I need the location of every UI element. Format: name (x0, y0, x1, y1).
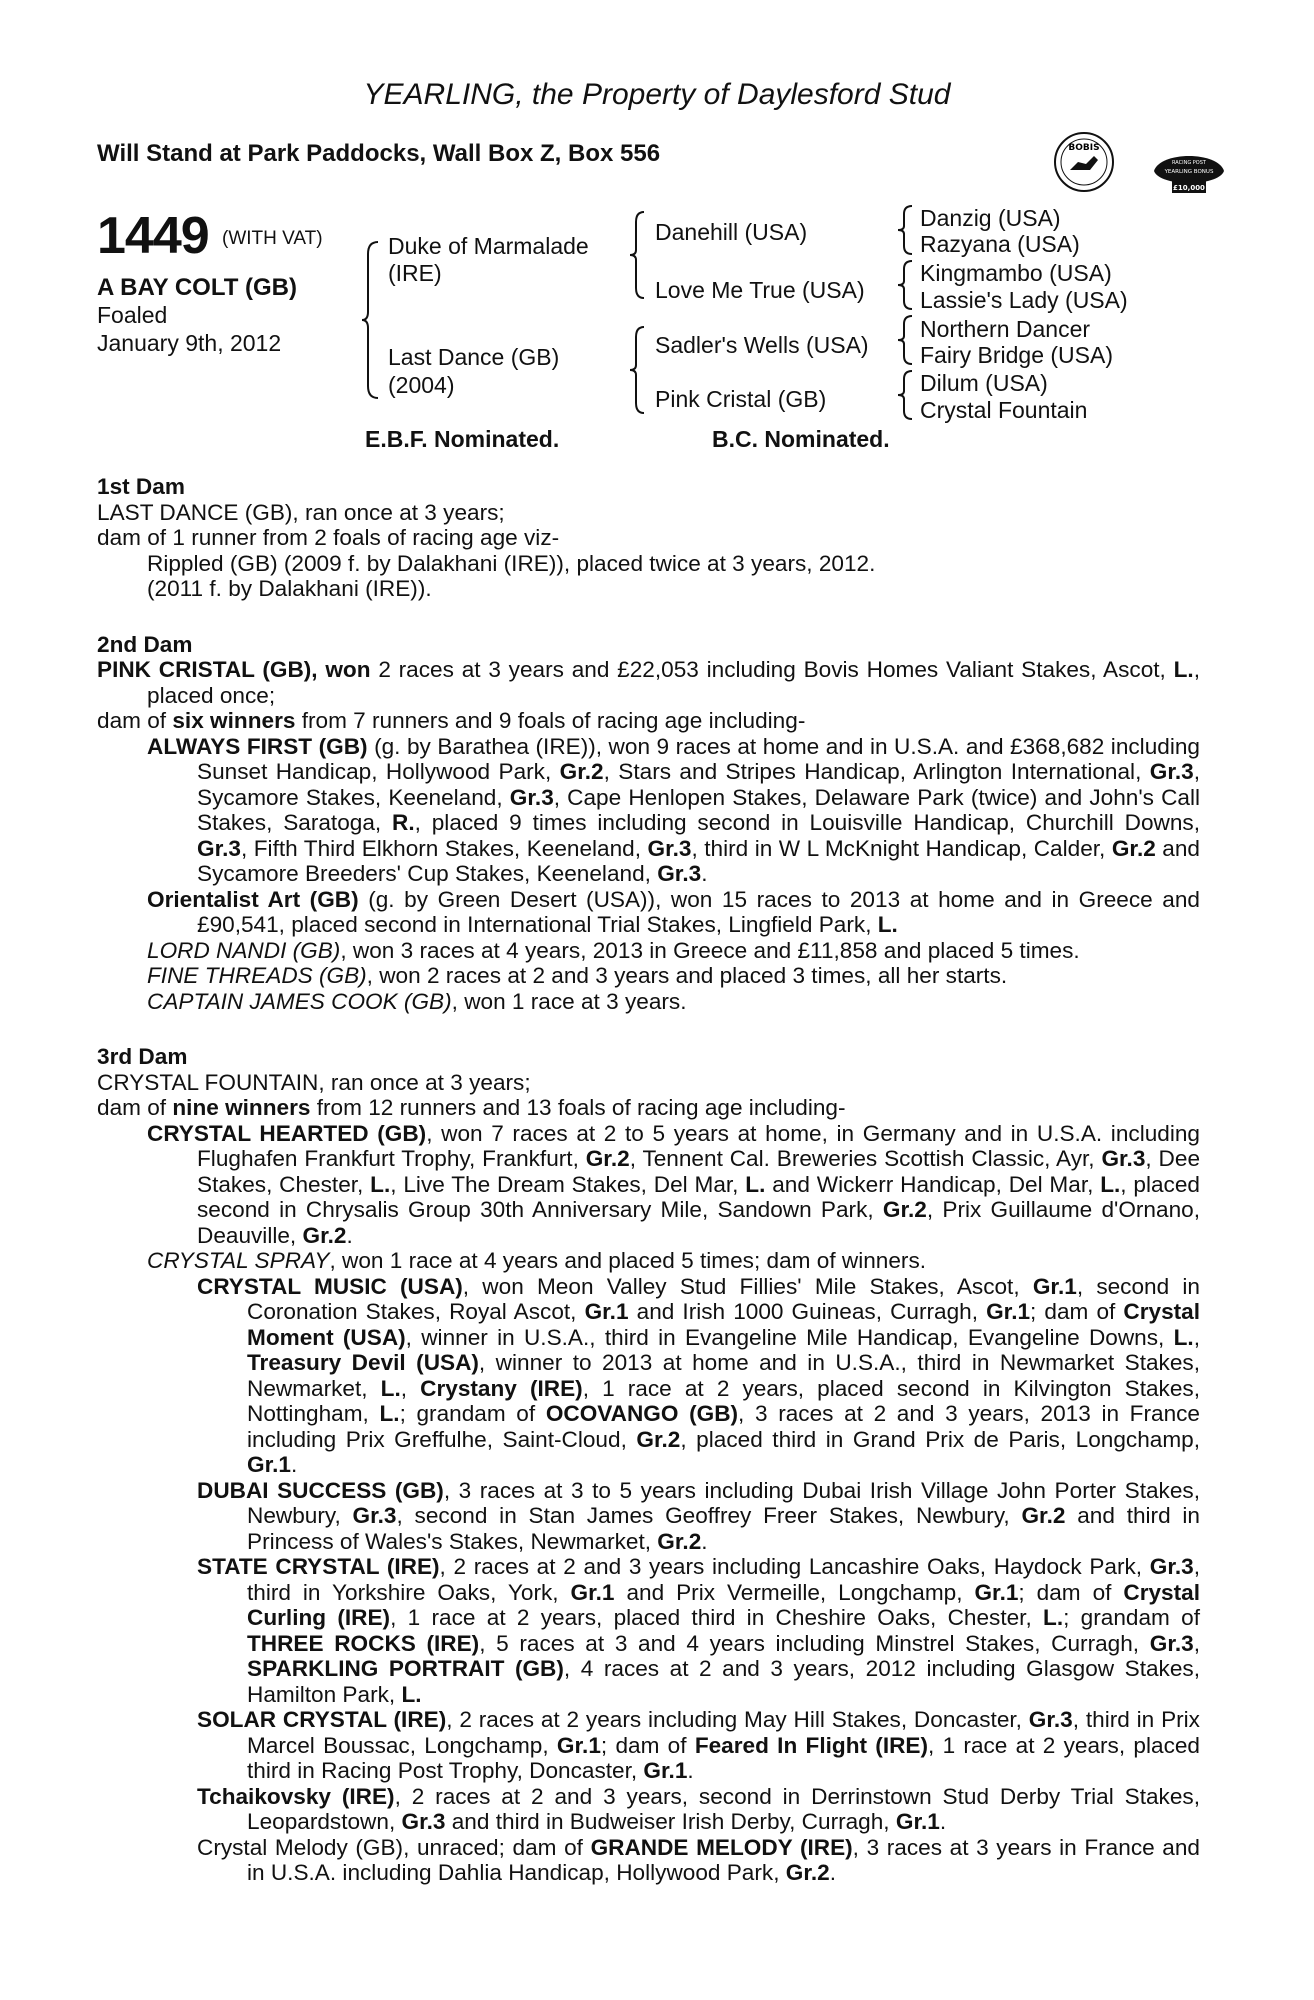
pedigree-bracket-ds (896, 314, 916, 366)
grandproduce-entry: Crystal Melody (GB), unraced; dam of GRANDE MELODY (IRE), 3 races at 3 years in France and in U.S.A. including Dahlia Handicap, Hollywood Park, Gr.2. (197, 1834, 1200, 1885)
first-dam-line: dam of 1 runner from 2 foals of racing age viz- (97, 525, 560, 550)
sire-dam: Love Me True (USA) (655, 277, 865, 303)
sire-country: (IRE) (388, 260, 442, 286)
svg-text:YEARLING BONUS: YEARLING BONUS (1164, 169, 1214, 175)
dam-dam: Pink Cristal (GB) (655, 386, 827, 412)
lot-description: A BAY COLT (GB) (97, 274, 298, 301)
dam-sire-dam: Fairy Bridge (USA) (920, 342, 1113, 368)
foaled-date: January 9th, 2012 (97, 330, 282, 356)
first-dam-line: LAST DANCE (GB), ran once at 3 years; (97, 499, 505, 525)
second-dam-summary: dam of six winners from 7 runners and 9 foals of racing age including- (97, 708, 806, 733)
third-dam-summary: dam of nine winners from 12 runners and 13 foals of racing age including- (97, 1095, 846, 1120)
sire-sire: Danehill (USA) (655, 219, 808, 245)
pedigree-bracket-sire (628, 210, 650, 300)
page-title: YEARLING, the Property of Daylesford Stud (363, 78, 951, 111)
bobis-logo-text: BOBIS (1068, 143, 1100, 153)
yearling-bonus-logo (1150, 143, 1228, 199)
pedigree-bracket-ss (896, 204, 916, 256)
dam-dam-sire: Dilum (USA) (920, 370, 1048, 396)
first-dam-produce: Rippled (GB) (2009 f. by Dalakhani (IRE)), placed twice at 3 years, 2012. (147, 550, 876, 576)
pedigree-bracket-dd (896, 369, 916, 421)
sire-sire-sire: Danzig (USA) (920, 205, 1061, 231)
stand-location: Will Stand at Park Paddocks, Wall Box Z, Box 556 (97, 140, 661, 167)
grandproduce-entry: Tchaikovsky (IRE), 2 races at 2 and 3 years, second in Derrinstown Stud Derby Trial Stakes, Leopardstown, Gr.3 and third in Budweiser Irish Derby, Curragh, Gr.1. (197, 1783, 1200, 1834)
produce-entry: ALWAYS FIRST (GB) (g. by Barathea (IRE)), won 9 races at home and in U.S.A. and £368,682 including Sunset Handicap, Hollywood Park, Gr.2, Stars and Stripes Handicap, Arlington International, Gr.3, Sycamore Stakes, Keeneland, Gr.3, Cape Henlopen Stakes, Delaware Park (twice) and John's Call Stakes, Saratoga, R., placed 9 times including second in Louisville Handicap, Churchill Downs, Gr.3, Fifth Third Elkhorn Stakes, Keeneland, Gr.3, third in W L McKnight Handicap, Calder, Gr.2 and Sycamore Breeders' Cup Stakes, Keeneland, Gr.3. (147, 733, 1201, 886)
pedigree-bracket-sd (896, 259, 916, 311)
dam-year: (2004) (388, 372, 455, 398)
foaled-label: Foaled (97, 302, 168, 328)
pedigree-bracket-main (360, 240, 384, 400)
bobis-logo (1052, 130, 1116, 194)
sire-dam-sire: Kingmambo (USA) (920, 260, 1112, 286)
lot-vat: (WITH VAT) (222, 228, 323, 249)
sire-name: Duke of Marmalade (388, 233, 589, 259)
produce-entry: CRYSTAL SPRAY, won 1 race at 4 years and placed 5 times; dam of winners. (147, 1248, 927, 1273)
grandproduce-entry: CRYSTAL MUSIC (USA), won Meon Valley Stud Fillies' Mile Stakes, Ascot, Gr.1, second in Coronation Stakes, Royal Ascot, Gr.1 and Irish 1000 Guineas, Curragh, Gr.1; dam of Crystal Moment (USA), winner in U.S.A., third in Evangeline Mile Handicap, Evangeline Downs, L., Treasury Devil (USA), winner to 2013 at home and in U.S.A., third in Newmarket Stakes, Newmarket, L., Crystany (IRE), 1 race at 2 years, placed second in Kilvington Stakes, Nottingham, L.; grandam of OCOVANGO (GB), 3 races at 2 and 3 years, 2013 in France including Prix Greffulhe, Saint-Cloud, Gr.2, placed third in Grand Prix de Paris, Longchamp, Gr.1. (197, 1273, 1201, 1477)
bc-nominated: B.C. Nominated. (712, 426, 890, 452)
svg-text:£10,000: £10,000 (1173, 184, 1205, 192)
grandproduce-entry: SOLAR CRYSTAL (IRE), 2 races at 2 years including May Hill Stakes, Doncaster, Gr.3, third in Prix Marcel Boussac, Longchamp, Gr.1; dam of Feared In Flight (IRE), 1 race at 2 years, placed third in Racing Post Trophy, Doncaster, Gr.1. (197, 1707, 1200, 1783)
lot-number: 1449 (97, 207, 209, 265)
produce-entry: CRYSTAL HEARTED (GB), won 7 races at 2 to 5 years at home, in Germany and in U.S.A. including Flughafen Frankfurt Trophy, Frankfurt, Gr.2, Tennent Cal. Breweries Scottish Classic, Ayr, Gr.3, Dee Stakes, Chester, L., Live The Dream Stakes, Del Mar, L. and Wickerr Handicap, Del Mar, L., placed second in Chrysalis Group 30th Anniversary Mile, Sandown Park, Gr.2, Prix Guillaume d'Ornano, Deauville, Gr.2. (147, 1120, 1201, 1248)
first-dam-produce: (2011 f. by Dalakhani (IRE)). (147, 576, 432, 601)
produce-entry: CAPTAIN JAMES COOK (GB), won 1 race at 3 years. (147, 988, 687, 1014)
grandproduce-entry: STATE CRYSTAL (IRE), 2 races at 2 and 3 years including Lancashire Oaks, Haydock Park, Gr.3, third in Yorkshire Oaks, York, Gr.1 and Prix Vermeille, Longchamp, Gr.1; dam of Crystal Curling (IRE), 1 race at 2 years, placed third in Cheshire Oaks, Chester, L.; grandam of THREE ROCKS (IRE), 5 races at 3 and 4 years including Minstrel Stakes, Curragh, Gr.3, SPARKLING PORTRAIT (GB), 4 races at 2 and 3 years, 2012 including Glasgow Stakes, Hamilton Park, L. (197, 1554, 1200, 1707)
third-dam-heading: 3rd Dam (97, 1044, 188, 1069)
catalogue-body (97, 474, 1200, 1886)
second-dam-heading: 2nd Dam (97, 631, 193, 657)
dam-sire: Sadler's Wells (USA) (655, 332, 869, 358)
ebf-nominated: E.B.F. Nominated. (365, 426, 560, 452)
grandproduce-entry: DUBAI SUCCESS (GB), 3 races at 3 to 5 years including Dubai Irish Village John Porter Stakes, Newbury, Gr.3, second in Stan James Geoffrey Freer Stakes, Newbury, Gr.2 and third in Princess of Wales's Stakes, Newmarket, Gr.2. (197, 1477, 1200, 1554)
dam-name: Last Dance (GB) (388, 344, 560, 370)
sire-dam-dam: Lassie's Lady (USA) (920, 287, 1128, 313)
pedigree-bracket-dam (628, 325, 650, 415)
first-dam-heading: 1st Dam (97, 474, 185, 499)
produce-entry: Orientalist Art (GB) (g. by Green Desert (USA)), won 15 races to 2013 at home and in Greece and £90,541, placed second in International Trial Stakes, Lingfield Park, L. (147, 886, 1200, 937)
dam-sire-sire: Northern Dancer (920, 316, 1091, 342)
svg-text:RACING POST: RACING POST (1172, 160, 1206, 166)
sire-sire-dam: Razyana (USA) (920, 231, 1080, 257)
second-dam-record: PINK CRISTAL (GB), won 2 races at 3 years and £22,053 including Bovis Homes Valiant Stakes, Ascot, L., placed once; (97, 657, 1200, 708)
third-dam-line: CRYSTAL FOUNTAIN, ran once at 3 years; (97, 1069, 531, 1095)
produce-entry: LORD NANDI (GB), won 3 races at 4 years, 2013 in Greece and £11,858 and placed 5 times. (147, 937, 1080, 963)
produce-entry: FINE THREADS (GB), won 2 races at 2 and 3 years and placed 3 times, all her starts. (147, 963, 1008, 988)
dam-dam-dam: Crystal Fountain (920, 397, 1088, 423)
